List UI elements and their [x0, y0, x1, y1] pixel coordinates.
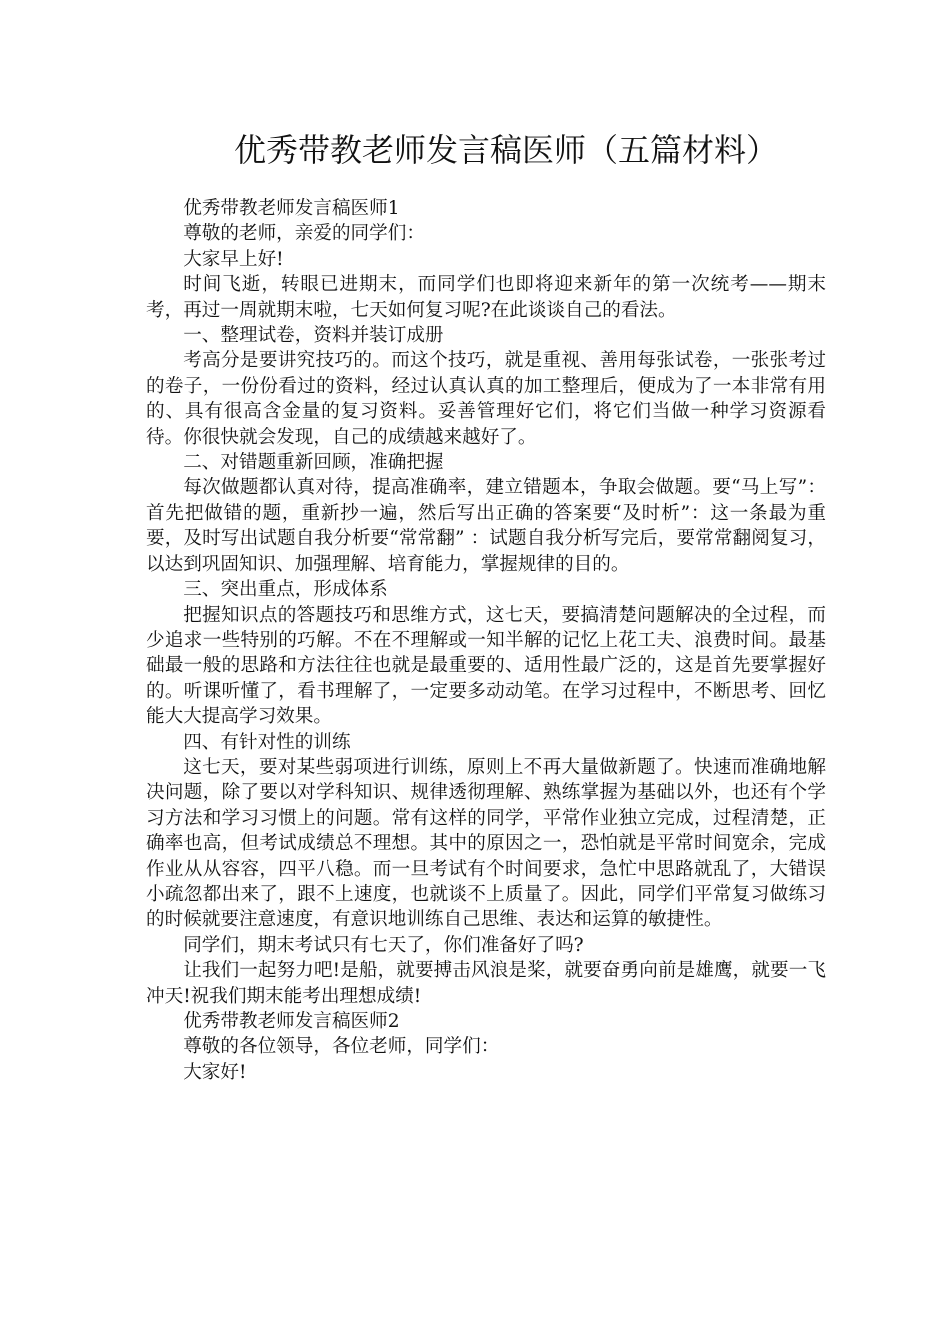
point-3-paragraph: 把握知识点的答题技巧和思维方式，这七天，要搞清楚问题解决的全过程，而少追求一些特别的巧解。不在不理解或一知半解的记忆上花工夫、浪费时间。最基础最一般的思路和方法往往也就是最重要的、适用性最广泛的，这是首先要掌握好的。听课听懂了，看书理解了，一定要多动动笔。在学习过程中，不断思考、回忆能大大提高学习效果。	[146, 604, 826, 728]
point-1-heading: 一、整理试卷，资料并装订成册	[183, 325, 444, 347]
closing-paragraph: 让我们一起努力吧!是船，就要搏击风浪是桨，就要奋勇向前是雄鹰，就要一飞冲天!祝我们期末能考出理想成绩!	[146, 960, 826, 1007]
document-page	[146, 118, 826, 1085]
point-4-heading: 四、有针对性的训练	[183, 731, 351, 753]
section-heading-2: 优秀带教老师发言稿医师2	[183, 1011, 400, 1032]
salutation-2: 尊敬的各位领导，各位老师，同学们：	[183, 1036, 500, 1058]
closing-question: 同学们，期末考试只有七天了，你们准备好了吗?	[183, 934, 584, 956]
point-3-heading: 三、突出重点，形成体系	[183, 579, 388, 601]
point-2-heading: 二、对错题重新回顾，准确把握	[183, 452, 444, 474]
document-title: 优秀带教老师发言稿医师（五篇材料）	[233, 131, 778, 169]
point-2-paragraph: 每次做题都认真对待，提高准确率，建立错题本，争取会做题。要“马上写”：首先把做错的题，重新抄一遍，然后写出正确的答案要“及时析”：这一条最为重要，及时写出试题自我分析要“常常翻” ：试题自我分析写完后，要常常翻阅复习，以达到巩固知识、加强理解、培育能力，掌握规律的目的。	[146, 477, 826, 575]
section-heading-1: 优秀带教老师发言稿医师1	[183, 198, 400, 219]
intro-paragraph: 时间飞逝，转眼已进期末，而同学们也即将迎来新年的第一次统考——期末考，再过一周就期末啦，七天如何复习呢?在此谈谈自己的看法。	[146, 274, 826, 321]
greeting: 大家早上好!	[183, 248, 284, 270]
point-1-paragraph: 考高分是要讲究技巧的。而这个技巧，就是重视、善用每张试卷，一张张考过的卷子，一份份看过的资料，经过认真认真的加工整理后，便成为了一本非常有用的、具有很高含金量的复习资料。妥善管理好它们，将它们当做一种学习资源看待。你很快就会发现，自己的成绩越来越好了。	[146, 350, 826, 448]
point-4-paragraph: 这七天，要对某些弱项进行训练，原则上不再大量做新题了。快速而准确地解决问题，除了要以对学科知识、规律透彻理解、熟练掌握为基础以外，也还有个学习方法和学习习惯上的问题。常有这样的同学，平常作业独立完成，过程清楚，正确率也高，但考试成绩总不理想。其中的原因之一，恐怕就是平常时间宽余，完成作业从从容容，四平八稳。而一旦考试有个时间要求，急忙中思路就乱了，大错误小疏忽都出来了，跟不上速度，也就谈不上质量了。因此，同学们平常复习做练习的时候就要注意速度，有意识地训练自己思维、表达和运算的敏捷性。	[146, 756, 826, 931]
salutation: 尊敬的老师，亲爱的同学们：	[183, 223, 425, 245]
document-body	[146, 196, 826, 1085]
greeting-2: 大家好!	[183, 1061, 247, 1083]
